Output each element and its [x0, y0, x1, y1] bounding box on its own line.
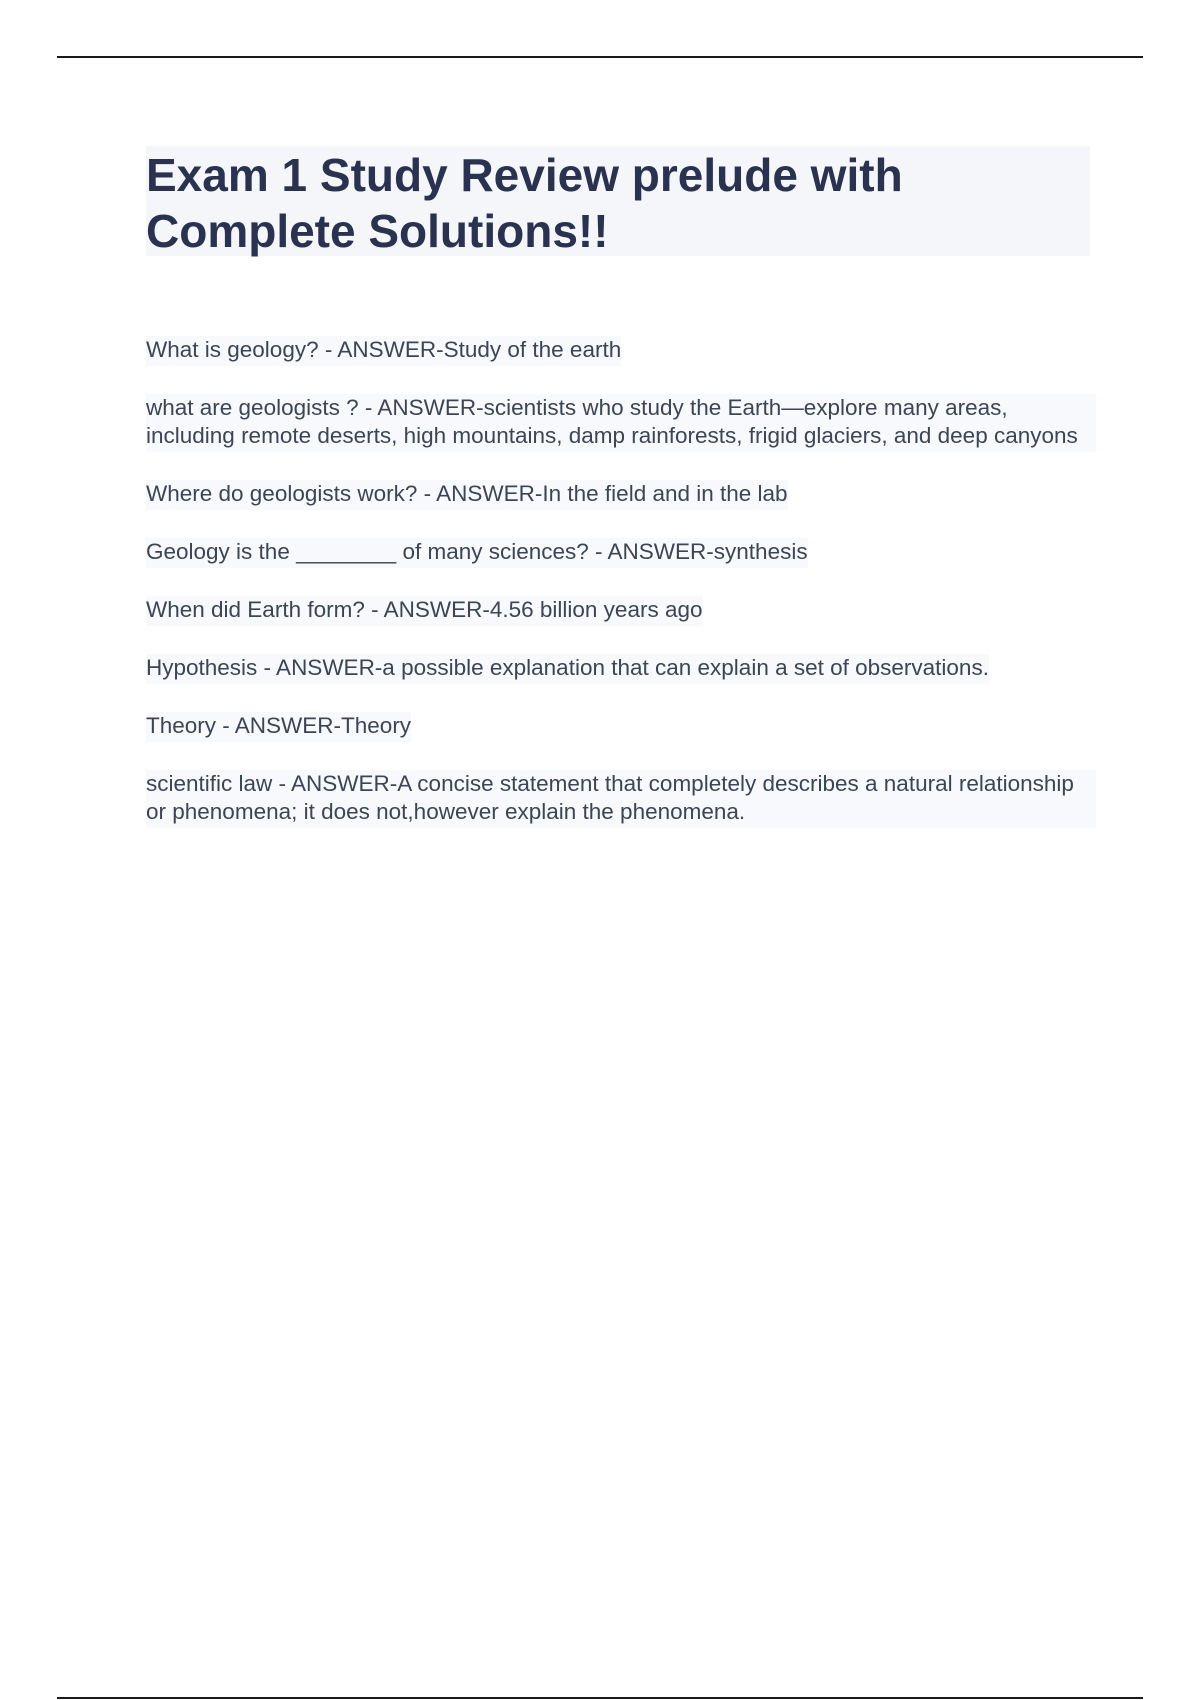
qa-item: what are geologists ? - ANSWER-scientists who study the Earth—explore many areas, including remote deserts, high mountains, damp rainforests, frigid glaciers, and deep canyons [146, 394, 1096, 452]
qa-item: Geology is the ________ of many sciences? - ANSWER-synthesis [146, 538, 808, 568]
qa-row [146, 596, 1096, 654]
qa-list [146, 336, 1096, 856]
header-rule [57, 56, 1143, 58]
qa-row [146, 394, 1096, 452]
qa-item: Hypothesis - ANSWER-a possible explanation that can explain a set of observations. [146, 654, 989, 684]
qa-row [146, 336, 1096, 394]
qa-row [146, 654, 1096, 712]
title-block [146, 146, 1090, 256]
qa-row [146, 480, 1096, 538]
qa-item: What is geology? - ANSWER-Study of the earth [146, 336, 621, 366]
qa-item: Theory - ANSWER-Theory [146, 712, 411, 742]
qa-item: scientific law - ANSWER-A concise statement that completely describes a natural relationship or phenomena; it does not,however explain the phenomena. [146, 770, 1096, 828]
qa-item: When did Earth form? - ANSWER-4.56 billion years ago [146, 596, 703, 626]
qa-row [146, 538, 1096, 596]
footer-rule [57, 1697, 1143, 1699]
qa-row [146, 712, 1096, 770]
qa-item: Where do geologists work? - ANSWER-In the field and in the lab [146, 480, 788, 510]
document-title: Exam 1 Study Review prelude with Complete Solutions!! [146, 149, 903, 257]
qa-row [146, 770, 1096, 828]
